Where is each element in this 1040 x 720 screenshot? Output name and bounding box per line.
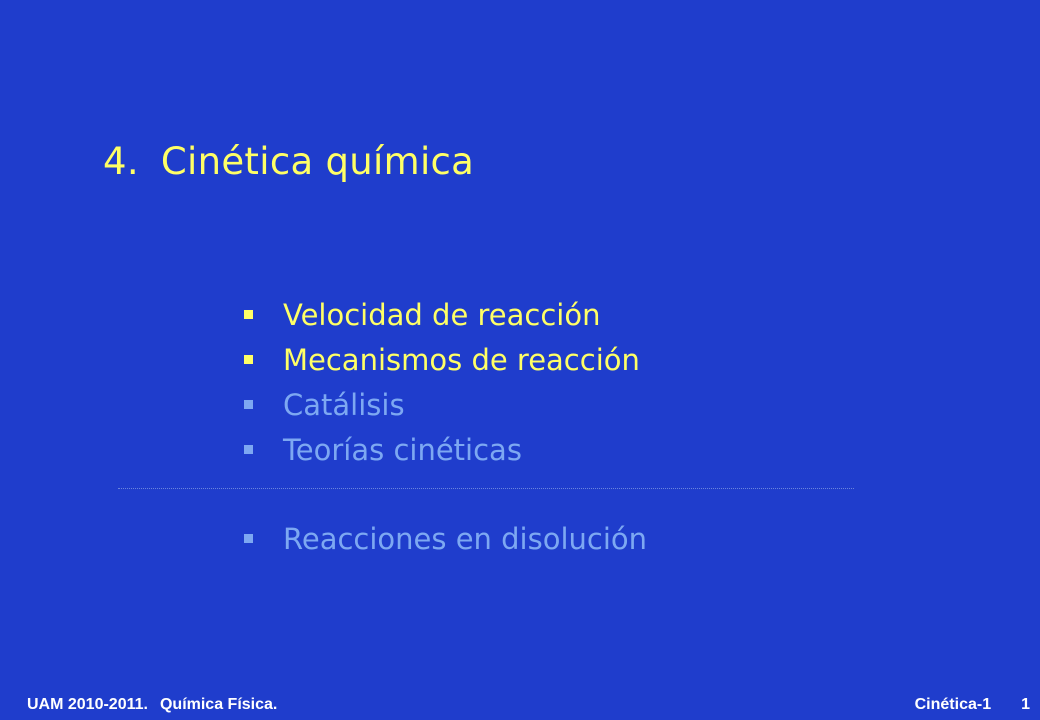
- topic-item: [244, 337, 640, 382]
- square-bullet-icon: [244, 534, 253, 543]
- topic-list-secondary: [244, 516, 647, 561]
- title-text: Cinética química: [160, 140, 475, 183]
- title-number: 4.: [103, 140, 139, 183]
- footer-course: Química Física.: [159, 696, 278, 713]
- topic-item: [244, 427, 640, 472]
- topic-label: Mecanismos de reacción: [283, 342, 640, 377]
- dotted-divider: [118, 488, 854, 489]
- page-number: 1: [1021, 696, 1030, 713]
- square-bullet-icon: [244, 400, 253, 409]
- slide-title: [103, 140, 474, 183]
- footer-left: [27, 696, 277, 714]
- topic-label: Velocidad de reacción: [283, 297, 601, 332]
- topic-item: [244, 516, 647, 561]
- topic-label: Catálisis: [283, 387, 405, 422]
- topic-label: Teorías cinéticas: [283, 432, 522, 467]
- footer-right: [915, 696, 1030, 714]
- footer-section: Cinética-1: [914, 696, 992, 713]
- square-bullet-icon: [244, 445, 253, 454]
- topic-list: [244, 292, 640, 472]
- footer-institution: UAM 2010-2011.: [27, 696, 148, 713]
- square-bullet-icon: [244, 355, 253, 364]
- topic-item: [244, 382, 640, 427]
- square-bullet-icon: [244, 310, 253, 319]
- topic-label: Reacciones en disolución: [283, 521, 648, 556]
- topic-item: [244, 292, 640, 337]
